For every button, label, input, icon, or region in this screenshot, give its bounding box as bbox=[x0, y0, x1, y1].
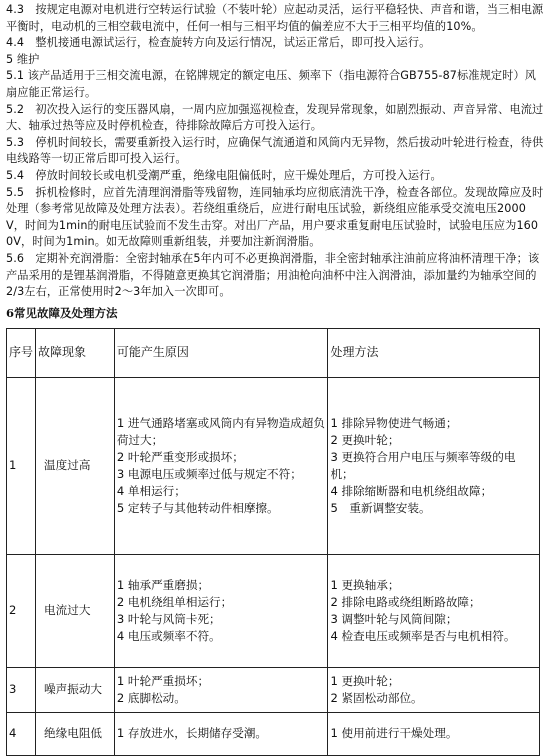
paragraph-5-3: 5.3 停机时间较长，需要重新投入运行时，应确保气流通道和风筒内无异物，然后拔动叶轮进行检查，待供电线路等一切正常后即可投入运行。 bbox=[6, 135, 544, 166]
fix-item: 2 排除电路或绕组断路故障； bbox=[330, 594, 481, 609]
cause-item: 2 叶轮严重变形或损坏； bbox=[116, 449, 244, 464]
table-row bbox=[7, 667, 540, 712]
cause-item: 5 定转子与其他转动件相摩擦。 bbox=[116, 500, 279, 515]
row-number: 3 bbox=[7, 667, 36, 712]
cause-item: 1 轴承严重磨损； bbox=[116, 577, 210, 592]
row-symptom: 绝缘电阻低 bbox=[36, 712, 115, 755]
cause-item: 2 底脚松动。 bbox=[116, 690, 186, 705]
row-fixes bbox=[328, 554, 540, 667]
row-causes bbox=[114, 377, 328, 554]
section-6-title: 6常见故障及处理方法 bbox=[6, 305, 118, 320]
cause-item: 2 电机绕组单相运行； bbox=[116, 594, 233, 609]
cause-item: 4 电压或频率不符。 bbox=[116, 628, 221, 643]
header-number: 序号 bbox=[7, 328, 36, 377]
fix-item: 4 检查电压或频率是否与电机相符。 bbox=[330, 628, 516, 643]
cause-item: 3 叶轮与风筒卡死； bbox=[116, 611, 221, 626]
cause-item: 4 单相运行； bbox=[116, 483, 186, 498]
row-fixes bbox=[328, 667, 540, 712]
header-fix: 处理方法 bbox=[328, 328, 540, 377]
table-row bbox=[7, 377, 540, 554]
document-page bbox=[6, 2, 544, 756]
fix-item: 1 使用前进行干燥处理。 bbox=[330, 726, 458, 741]
fix-item: 4 排除缩断器和电机绕组故障； bbox=[330, 483, 493, 498]
row-symptom: 电流过大 bbox=[36, 554, 115, 667]
paragraph-5-6: 5.6 定期补充润滑脂：全密封轴承在5年内可不必更换润滑脂，非全密封轴承注油前应将油杯清理干净；该产品采用的是锂基润滑脂，不得随意更换其它润滑脂；用油枪向油杯中注入润滑油，添加量约为轴承空间的2/3左右，正常使用时2～3年加入一次即可。 bbox=[6, 251, 540, 299]
paragraph-5-4: 5.4 停放时间较长或电机受潮严重，绝缘电阻偏低时，应干燥处理后，方可投入运行。 bbox=[6, 168, 442, 182]
row-symptom: 温度过高 bbox=[36, 377, 115, 554]
fix-item: 2 紧固松动部位。 bbox=[330, 690, 423, 705]
paragraph-5-5: 5.5 拆机检修时，应首先清理润滑脂等残留物，连同轴承均应彻底清洗干净，检查各部位。发现故障应及时处理（参考常见故障及处理方法表）。若绕组重绕后，应进行耐电压试验，新绕组应能承受交流电压2000V，时间为1min的耐电压试验而不发生击穿。对出厂产品，用户要求重复耐电压试验时，试验电压应为1600V，时间为1min。如无故障则重新组装，并要加注新润滑脂。 bbox=[6, 185, 544, 249]
fix-item: 3 调整叶轮与风筒间隙； bbox=[330, 611, 458, 626]
section-5-heading: 5 维护 bbox=[6, 52, 40, 66]
paragraph-4-4: 4.4 整机接通电源试运行，检查旋转方向及运行情况，试运正常后，即可投入运行。 bbox=[6, 36, 431, 50]
row-causes bbox=[114, 554, 328, 667]
fix-item: 1 排除异物使进气畅通； bbox=[330, 415, 458, 430]
row-fixes bbox=[328, 712, 540, 755]
fix-item: 1 更换轴承； bbox=[330, 577, 400, 592]
fix-item: 1 更换叶轮； bbox=[330, 673, 400, 688]
row-symptom: 噪声振动大 bbox=[36, 667, 115, 712]
table-row bbox=[7, 554, 540, 667]
row-causes bbox=[114, 667, 328, 712]
paragraph-5-2: 5.2 初次投入运行的变压器风扇，一周内应加强巡视检查，发现异常现象，如剧烈振动、声音异常、电流过大、轴承过热等应及时停机检查，待排除故障后方可投入运行。 bbox=[6, 102, 544, 133]
table-row bbox=[7, 712, 540, 755]
cause-item: 1 叶轮严重损坏； bbox=[116, 673, 210, 688]
row-number: 2 bbox=[7, 554, 36, 667]
header-cause: 可能产生原因 bbox=[114, 328, 328, 377]
fix-item: 3 更换符合用户电压与频率等级的电机； bbox=[330, 449, 516, 481]
paragraph-4-3: 4.3 按规定电源对电机进行空转运行试验（不装叶轮）应起动灵活，运行平稳轻快、声音和谐，当三相电源平衡时，电动机的三相空载电流中，任何一相与三相平均值的偏差应不大于三相平均值的10%。 bbox=[6, 3, 544, 33]
cause-item: 3 电源电压或频率过低与规定不符； bbox=[116, 466, 302, 481]
cause-item: 1 存放进水，长期储存受潮。 bbox=[116, 726, 268, 741]
row-fixes bbox=[328, 377, 540, 554]
row-causes bbox=[114, 712, 328, 755]
fault-table bbox=[6, 328, 540, 756]
fix-item: 2 更换叶轮； bbox=[330, 432, 400, 447]
fix-item: 5 重新调整安装。 bbox=[330, 500, 431, 515]
paragraph-5-1: 5.1 该产品适用于三相交流电源，在铭牌规定的额定电压、频率下（指电源符合GB755-87标准规定时）风扇应能正常运行。 bbox=[6, 69, 537, 99]
table-header-row bbox=[7, 328, 540, 377]
row-number: 1 bbox=[7, 377, 36, 554]
cause-item: 1 进气通路堵塞或风筒内有异物造成超负荷过大； bbox=[116, 415, 325, 447]
row-number: 4 bbox=[7, 712, 36, 755]
header-symptom: 故障现象 bbox=[36, 328, 115, 377]
